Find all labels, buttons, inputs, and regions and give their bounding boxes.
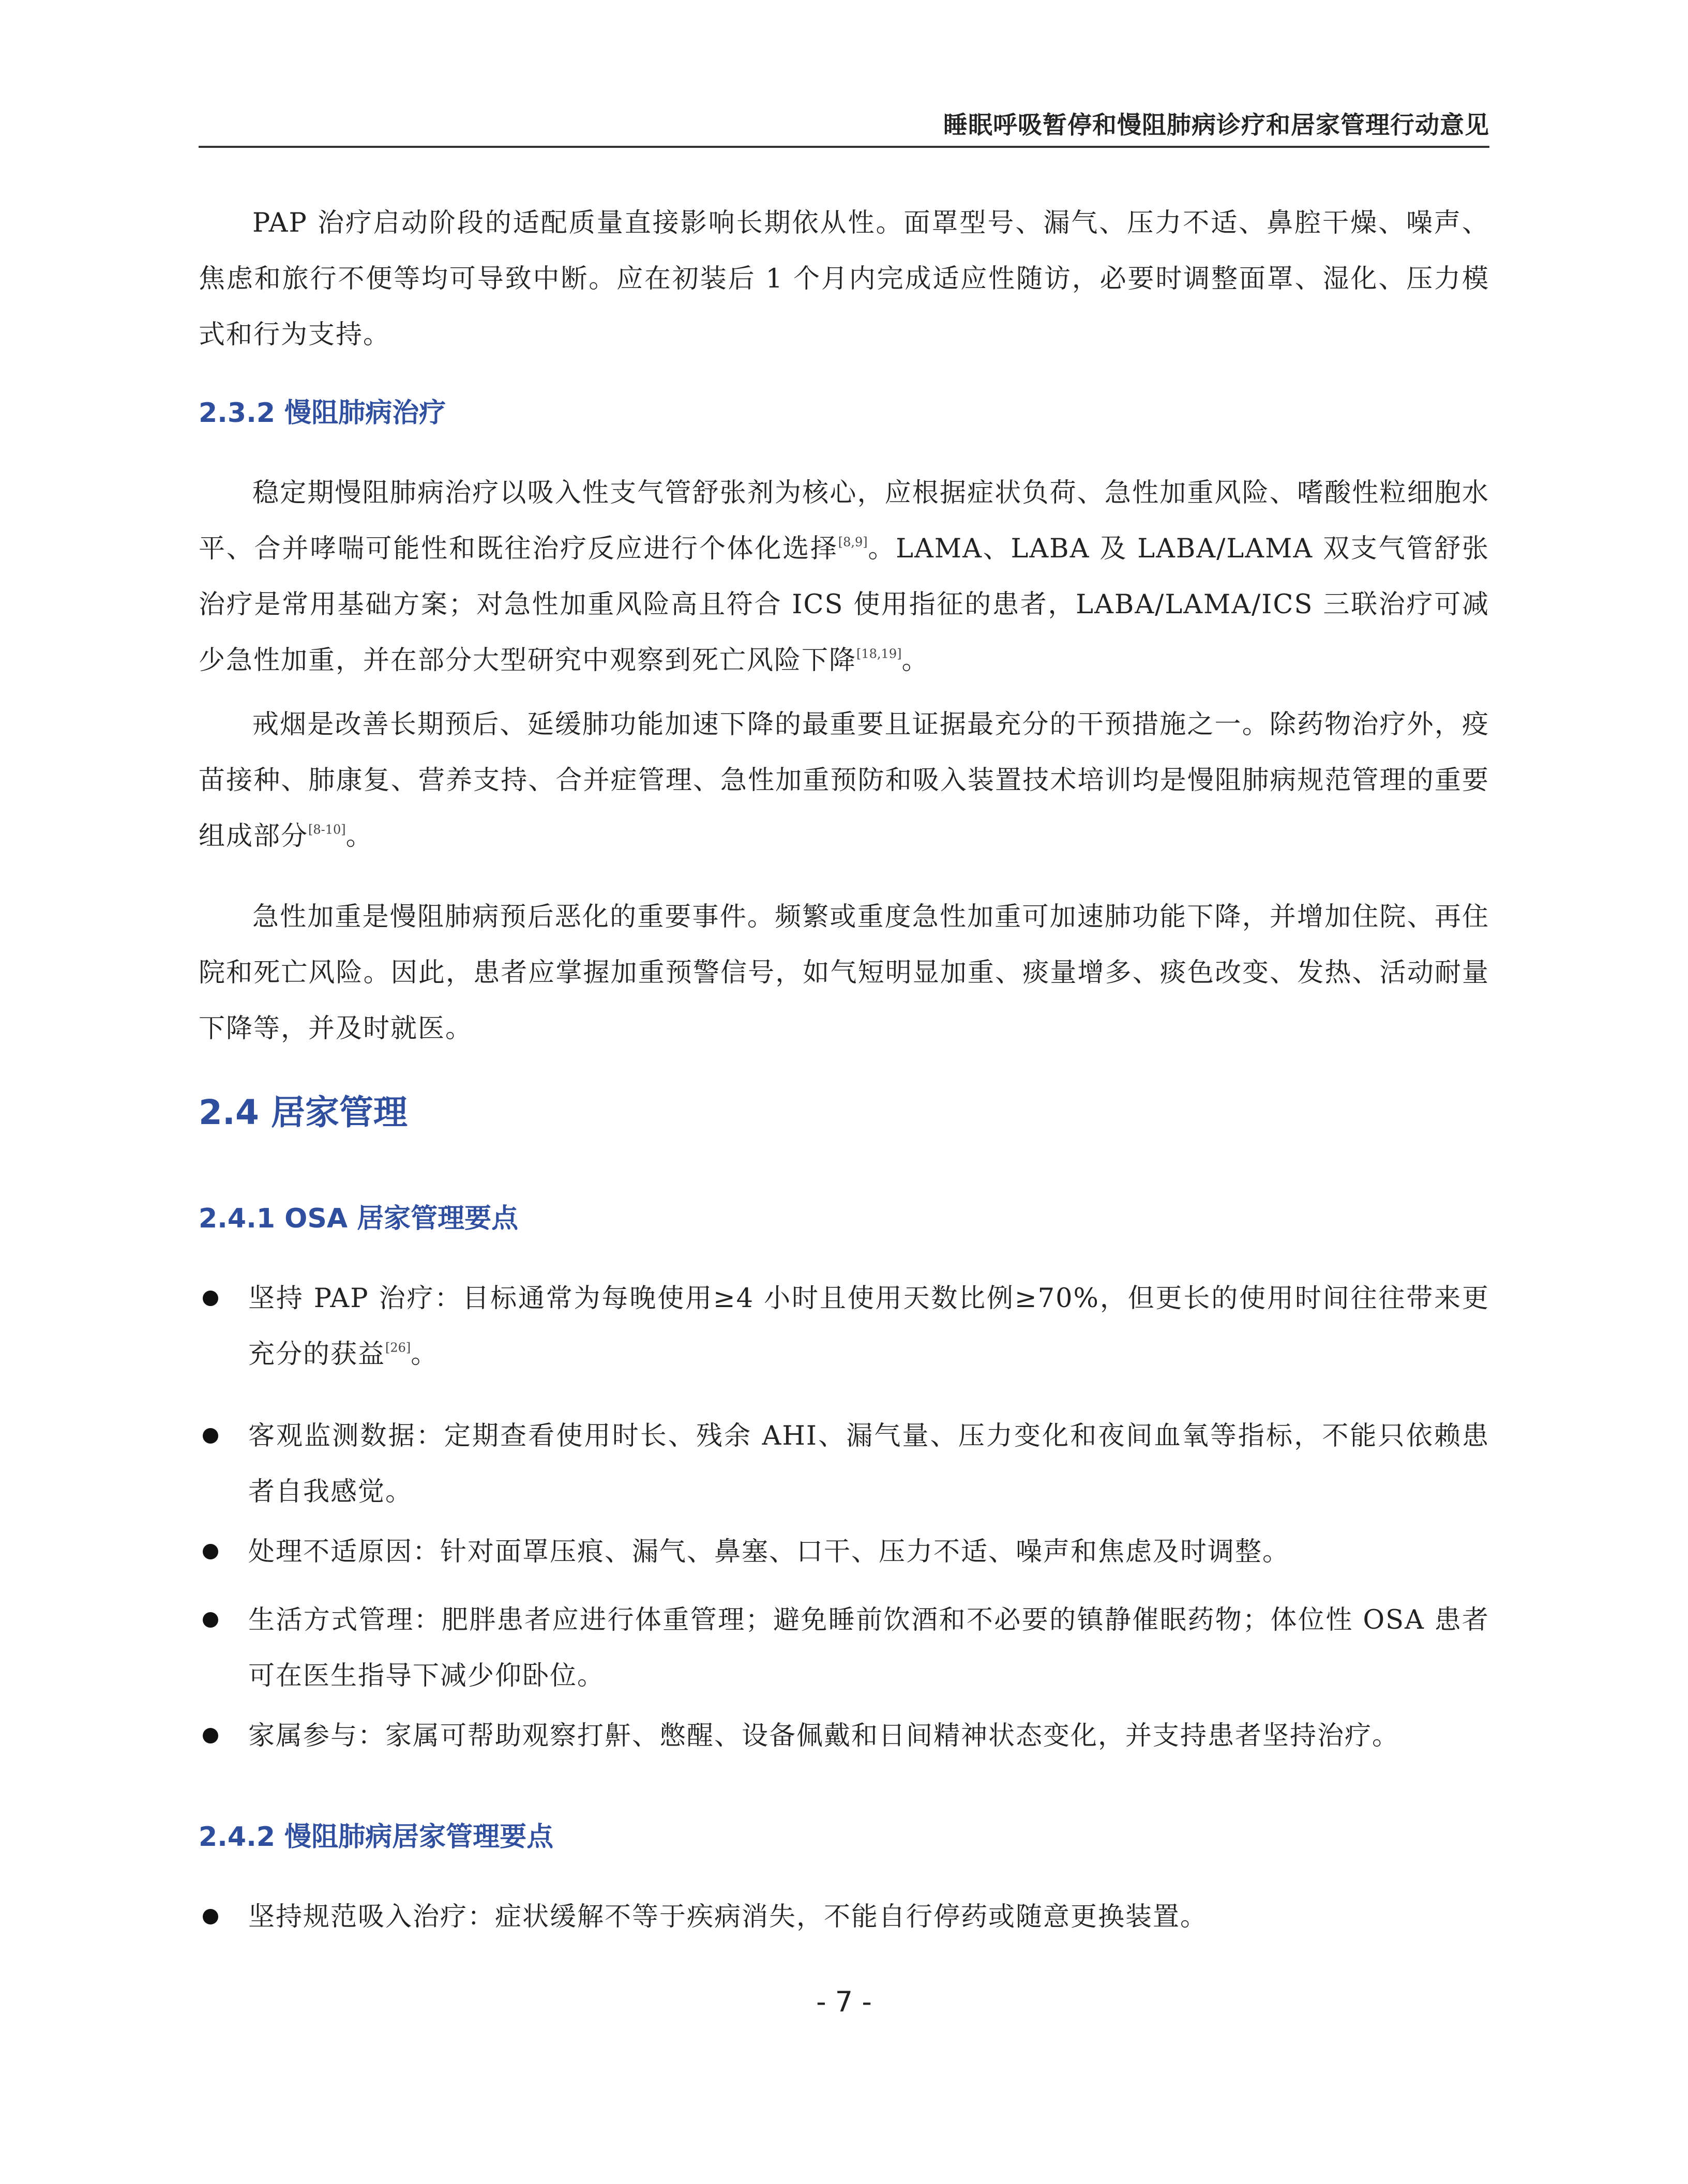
bullet-dot-icon — [203, 1544, 218, 1559]
citation-ref: [8,9] — [838, 535, 868, 550]
paragraph-exacerbation — [199, 889, 1489, 1057]
section-heading-2-3-2: 2.3.2 慢阻肺病治疗 — [199, 398, 446, 429]
bullet-dot-icon — [203, 1909, 218, 1924]
paragraph-smoking-cessation — [199, 697, 1489, 865]
bullet-dot-icon — [203, 1291, 218, 1306]
bullet-text: 处理不适原因：针对面罩压痕、漏气、鼻塞、口干、压力不适、噪声和焦虑及时调整。 — [248, 1537, 1290, 1567]
bullet-item — [199, 1524, 1489, 1580]
bullet-dot-icon — [203, 1612, 218, 1628]
paragraph-text: 。 — [901, 645, 929, 676]
bullet-item — [199, 1408, 1489, 1520]
bullet-dot-icon — [203, 1428, 218, 1444]
paragraph-text: 急性加重是慢阻肺病预后恶化的重要事件。频繁或重度急性加重可加速肺功能下降，并增加住院、再住院和死亡风险。因此，患者应掌握加重预警信号，如气短明显加重、痰量增多、痰色改变、发热、活动耐量下降等，并及时就医。 — [199, 902, 1489, 1044]
section-heading-2-4: 2.4 居家管理 — [199, 1093, 408, 1132]
paragraph-text: PAP 治疗启动阶段的适配质量直接影响长期依从性。面罩型号、漏气、压力不适、鼻腔干燥、噪声、焦虑和旅行不便等均可导致中断。应在初装后 1 个月内完成适应性随访，必要时调整面罩、湿化、压力模式和行为支持。 — [199, 208, 1489, 350]
bullet-item — [199, 1271, 1489, 1383]
bullet-text: 坚持规范吸入治疗：症状缓解不等于疾病消失，不能自行停药或随意更换装置。 — [248, 1902, 1208, 1932]
running-header-title: 睡眠呼吸暂停和慢阻肺病诊疗和居家管理行动意见 — [943, 111, 1489, 140]
bullet-item — [199, 1889, 1489, 1945]
bullet-text: 生活方式管理：肥胖患者应进行体重管理；避免睡前饮酒和不必要的镇静催眠药物；体位性 OSA 患者可在医生指导下减少仰卧位。 — [248, 1605, 1489, 1691]
bullet-text: 家属参与：家属可帮助观察打鼾、憋醒、设备佩戴和日间精神状态变化，并支持患者坚持治疗。 — [248, 1721, 1400, 1751]
page-number: - 7 - — [816, 1985, 872, 2018]
paragraph-text: 。LAMA、LABA 及 LABA/LAMA 双支气管舒张治疗是常用基础方案；对急性加重风险高且符合 ICS 使用指征的患者，LABA/LAMA/ICS 三联治疗可减少急性加重，并在部分大型研究中观察到死亡风险下降 — [199, 534, 1489, 676]
citation-ref: [8-10] — [308, 822, 346, 837]
bullet-item — [199, 1593, 1489, 1704]
bullet-dot-icon — [203, 1728, 218, 1743]
bullet-text: 客观监测数据：定期查看使用时长、残余 AHI、漏气量、压力变化和夜间血氧等指标，不能只依赖患者自我感觉。 — [248, 1421, 1489, 1507]
paragraph-text: 稳定期慢阻肺病治疗以吸入性支气管舒张剂为核心，应根据症状负荷、急性加重风险、嗜酸性粒细胞水平、合并哮喘可能性和既往治疗反应进行个体化选择 — [199, 478, 1489, 564]
citation-ref: [26] — [385, 1340, 411, 1355]
bullet-text-part: 坚持 PAP 治疗：目标通常为每晚使用≥4 小时且使用天数比例≥70%，但更长的使用时间往往带来更充分的获益 — [248, 1283, 1489, 1370]
bullet-text — [248, 1271, 1489, 1383]
bullet-text-part: 。 — [411, 1339, 439, 1370]
paragraph-pap-adaptation — [199, 195, 1489, 363]
section-heading-2-4-1: 2.4.1 OSA 居家管理要点 — [199, 1203, 519, 1234]
citation-ref: [18,19] — [856, 646, 902, 661]
paragraph-copd-treatment — [199, 465, 1489, 689]
bullet-item — [199, 1708, 1489, 1764]
paragraph-text: 。 — [345, 821, 373, 852]
paragraph-text: 戒烟是改善长期预后、延缓肺功能加速下降的最重要且证据最充分的干预措施之一。除药物治疗外，疫苗接种、肺康复、营养支持、合并症管理、急性加重预防和吸入装置技术培训均是慢阻肺病规范管理的重要组成部分 — [199, 709, 1489, 852]
header-rule — [199, 146, 1489, 148]
section-heading-2-4-2: 2.4.2 慢阻肺病居家管理要点 — [199, 1822, 554, 1853]
